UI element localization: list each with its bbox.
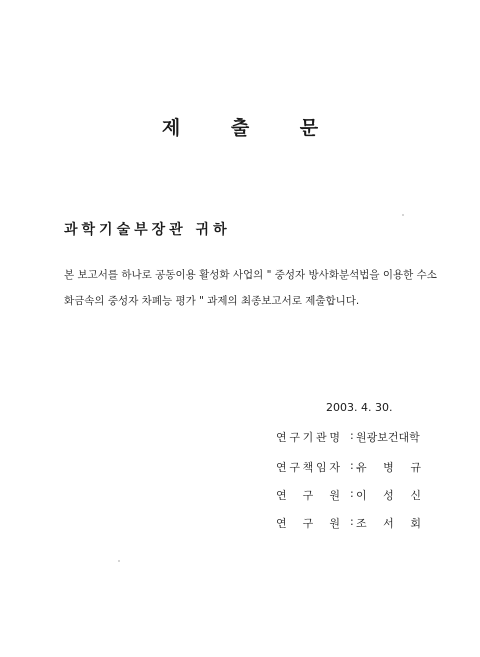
signature-value-char: 조: [356, 517, 367, 530]
signature-label-char: 연: [276, 461, 287, 474]
signature-label-char: 구: [289, 461, 300, 474]
signature-value-char: 유: [356, 461, 367, 474]
addressee: 과학기술부장관 귀하: [64, 222, 231, 238]
signature-value-char: 신: [410, 489, 421, 502]
signature-colon: :: [350, 429, 354, 442]
signature-colon: :: [350, 487, 354, 500]
signature-row-researcher: [276, 487, 456, 503]
signature-label-char: 자: [329, 461, 340, 474]
signature-label-char: 원: [329, 489, 340, 502]
signature-label-char: 연: [276, 517, 287, 530]
signature-colon: :: [350, 515, 354, 528]
signature-value: [356, 429, 421, 445]
signature-label: [276, 487, 340, 503]
submission-date: 2003. 4. 30.: [326, 401, 393, 414]
signature-label-char: 책: [302, 461, 314, 474]
scan-speck: [402, 214, 404, 216]
scan-speck: [118, 560, 120, 562]
signature-label-char: 임: [315, 461, 327, 474]
signature-label-char: 구: [302, 489, 314, 502]
signature-label-char: 연: [276, 489, 287, 502]
signature-label-char: 원: [329, 517, 340, 530]
signature-label-char: 기: [302, 431, 314, 444]
signature-value-char: 회: [410, 517, 421, 530]
signature-value-char: 이: [356, 489, 367, 502]
signature-label-char: 명: [329, 431, 340, 444]
signature-value-char: 서: [383, 517, 394, 530]
signature-value-char: 규: [410, 461, 421, 474]
body-text-line: 화금속의 중성자 차폐능 평가 " 과제의 최종보고서로 제출합니다.: [64, 295, 360, 307]
signature-value-char: 병: [383, 461, 394, 474]
signature-value: [356, 515, 421, 531]
signature-value: [356, 487, 421, 503]
signature-label-char: 연: [276, 431, 287, 444]
signature-label: [276, 459, 340, 475]
signature-value: [356, 459, 421, 475]
signature-row-institution: [276, 429, 456, 445]
signature-colon: :: [350, 459, 354, 472]
signature-value-char: 성: [383, 489, 394, 502]
signature-row-lead-researcher: [276, 459, 456, 475]
document-title: 제 출 문: [161, 117, 341, 139]
signature-label-char: 구: [302, 517, 314, 530]
signature-label-char: 관: [315, 431, 327, 444]
signature-label: [276, 515, 340, 531]
signature-value-text: 원광보건대학: [356, 431, 420, 444]
body-text-line: 본 보고서를 하나로 공동이용 활성화 사업의 " 중성자 방사화분석법을 이용한 수소: [64, 269, 437, 281]
signature-row-researcher: [276, 515, 456, 531]
signature-label: [276, 429, 340, 445]
signature-label-char: 구: [289, 431, 300, 444]
